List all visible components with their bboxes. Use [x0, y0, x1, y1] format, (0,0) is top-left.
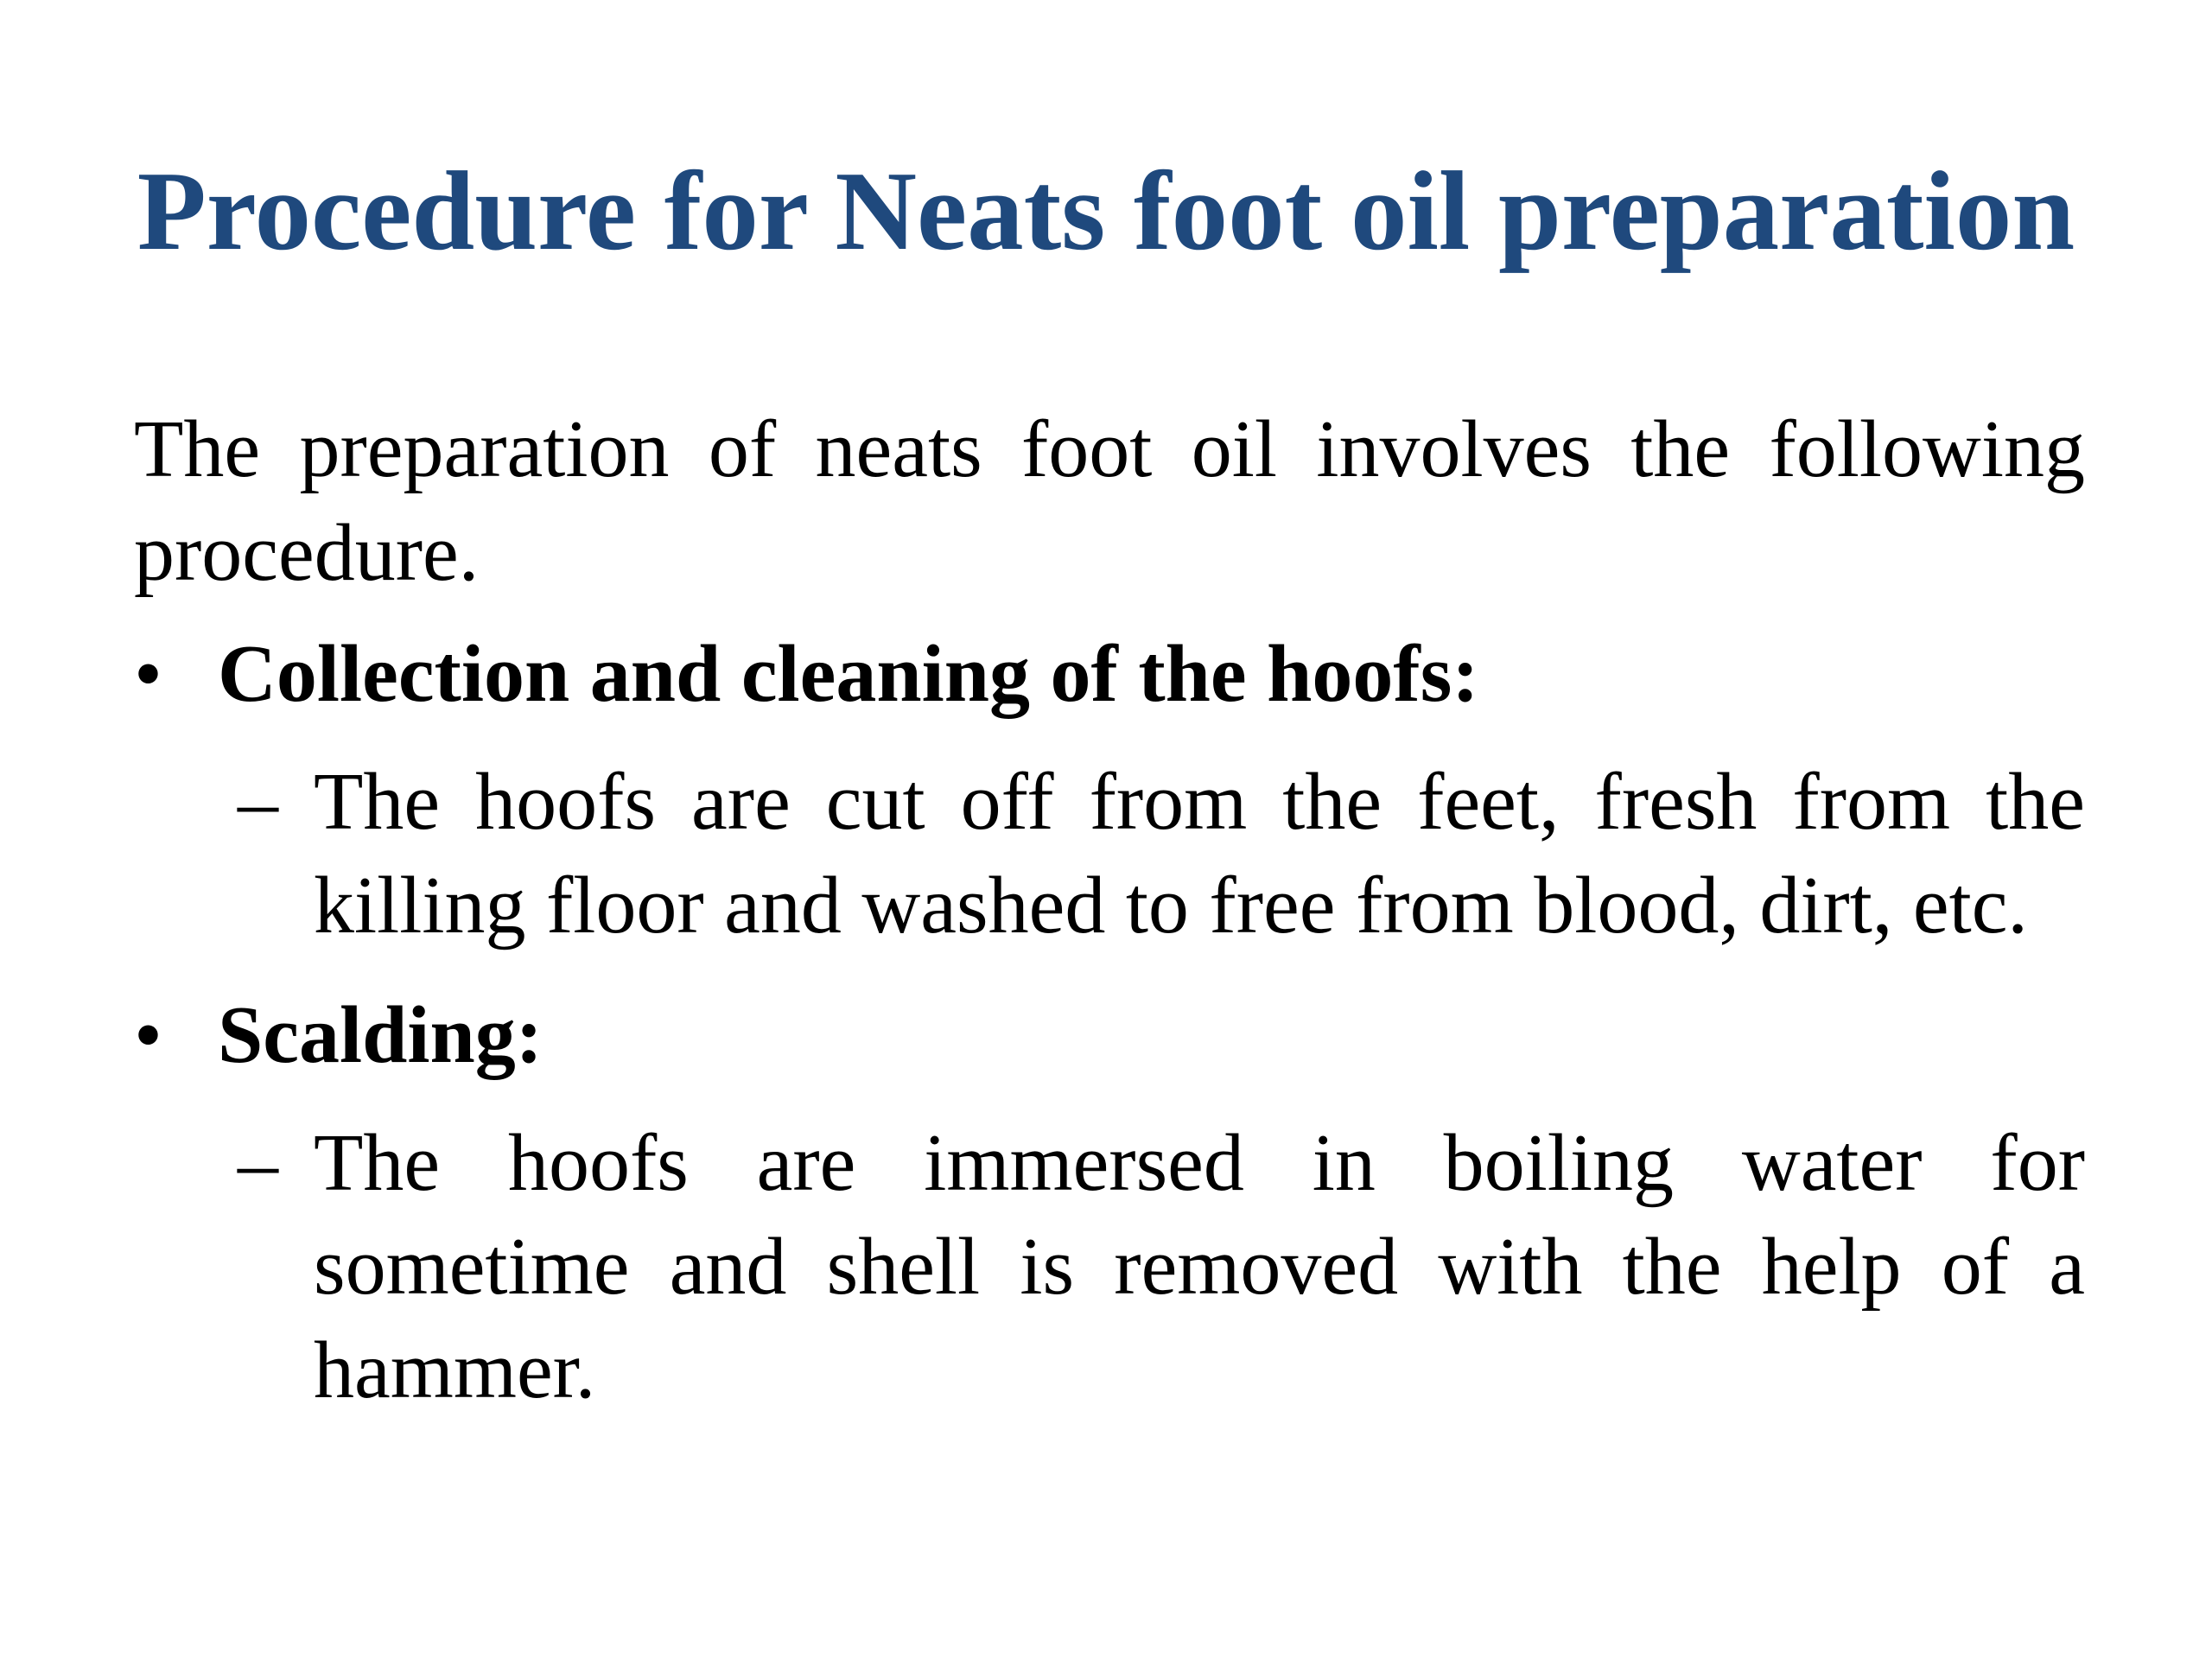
- bullet-heading: Scalding:: [218, 990, 543, 1080]
- bullet-heading: Collection and cleaning of the hoofs:: [218, 629, 1479, 719]
- bullet-item-collection: [134, 622, 2085, 726]
- slide-title: Procedure for Neats foot oil preparation: [137, 149, 2075, 274]
- sub-bullet-item-collection: [134, 750, 2085, 957]
- dash-icon: –: [238, 757, 278, 847]
- bullet-icon: •: [134, 629, 162, 719]
- dash-icon: –: [238, 1118, 278, 1208]
- sub-bullet-item-scalding: [134, 1111, 2085, 1422]
- sub-bullet-text: The hoofs are cut off from the feet, fresh from the killing floor and washed to free from blood, dirt, etc.: [314, 757, 2085, 950]
- intro-paragraph: The preparation of neats foot oil involves the following procedure.: [134, 404, 2085, 598]
- bullet-item-scalding: [134, 983, 2085, 1087]
- sub-bullet-text: The hoofs are immersed in boiling water for sometime and shell is removed with the help of a hammer.: [314, 1118, 2085, 1415]
- bullet-icon: •: [134, 990, 162, 1080]
- slide-body: [134, 397, 2085, 1448]
